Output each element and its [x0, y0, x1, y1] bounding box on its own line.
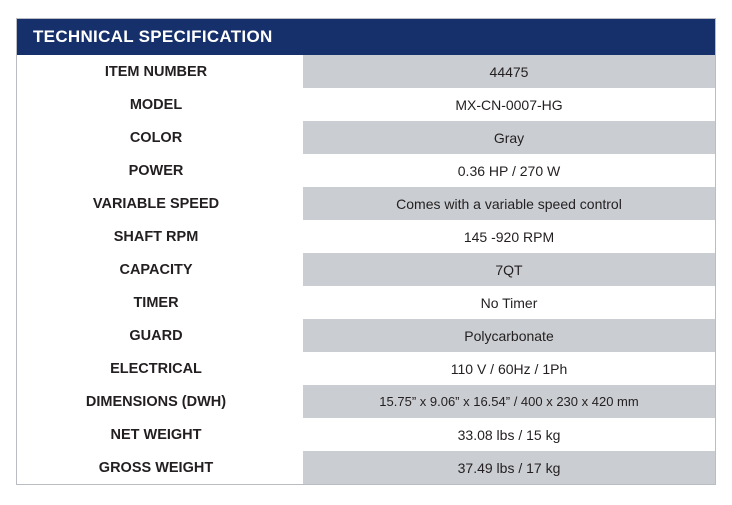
column-gap: [295, 352, 303, 385]
spec-label: CAPACITY: [119, 261, 193, 278]
spec-label: ELECTRICAL: [110, 360, 202, 377]
spec-label: SHAFT RPM: [113, 228, 199, 245]
spec-value: MX-CN-0007-HG: [303, 88, 715, 121]
table-row: [17, 154, 715, 187]
table-row: [17, 220, 715, 253]
column-gap: [295, 385, 303, 418]
spec-value: 37.49 lbs / 17 kg: [303, 451, 715, 484]
spec-label: POWER: [128, 162, 184, 179]
column-gap: [295, 121, 303, 154]
spec-label: TIMER: [133, 294, 179, 311]
spec-value: 0.36 HP / 270 W: [303, 154, 715, 187]
specification-table-body: [17, 55, 715, 484]
spec-label: ITEM NUMBER: [104, 63, 208, 80]
page-title: TECHNICAL SPECIFICATION: [17, 19, 715, 55]
column-gap: [295, 187, 303, 220]
spec-value: 15.75” x 9.06” x 16.54” / 400 x 230 x 420 mm: [303, 385, 715, 418]
spec-value: 44475: [303, 55, 715, 88]
column-gap: [295, 220, 303, 253]
spec-value: Polycarbonate: [303, 319, 715, 352]
column-gap: [295, 319, 303, 352]
spec-label: NET WEIGHT: [110, 426, 202, 443]
spec-label: MODEL: [129, 96, 183, 113]
table-row: [17, 451, 715, 484]
table-row: [17, 88, 715, 121]
column-gap: [295, 451, 303, 484]
table-row: [17, 418, 715, 451]
spec-label: COLOR: [129, 129, 183, 146]
column-gap: [295, 55, 303, 88]
column-gap: [295, 418, 303, 451]
column-gap: [295, 88, 303, 121]
spec-label: GROSS WEIGHT: [98, 459, 214, 476]
spec-value: 33.08 lbs / 15 kg: [303, 418, 715, 451]
table-row: [17, 121, 715, 154]
table-row: [17, 385, 715, 418]
specification-table: [17, 55, 715, 484]
spec-value: Comes with a variable speed control: [303, 187, 715, 220]
spec-label: GUARD: [129, 327, 183, 344]
spec-value: 7QT: [303, 253, 715, 286]
spec-value: 110 V / 60Hz / 1Ph: [303, 352, 715, 385]
spec-label: VARIABLE SPEED: [92, 195, 220, 212]
spec-value: 145 -920 RPM: [303, 220, 715, 253]
spec-label: DIMENSIONS (DWH): [85, 393, 227, 410]
spec-value: No Timer: [303, 286, 715, 319]
column-gap: [295, 286, 303, 319]
column-gap: [295, 154, 303, 187]
table-row: [17, 187, 715, 220]
table-row: [17, 319, 715, 352]
table-row: [17, 253, 715, 286]
spec-value: Gray: [303, 121, 715, 154]
technical-specification-card: [16, 18, 716, 485]
table-row: [17, 352, 715, 385]
table-row: [17, 55, 715, 88]
table-row: [17, 286, 715, 319]
column-gap: [295, 253, 303, 286]
